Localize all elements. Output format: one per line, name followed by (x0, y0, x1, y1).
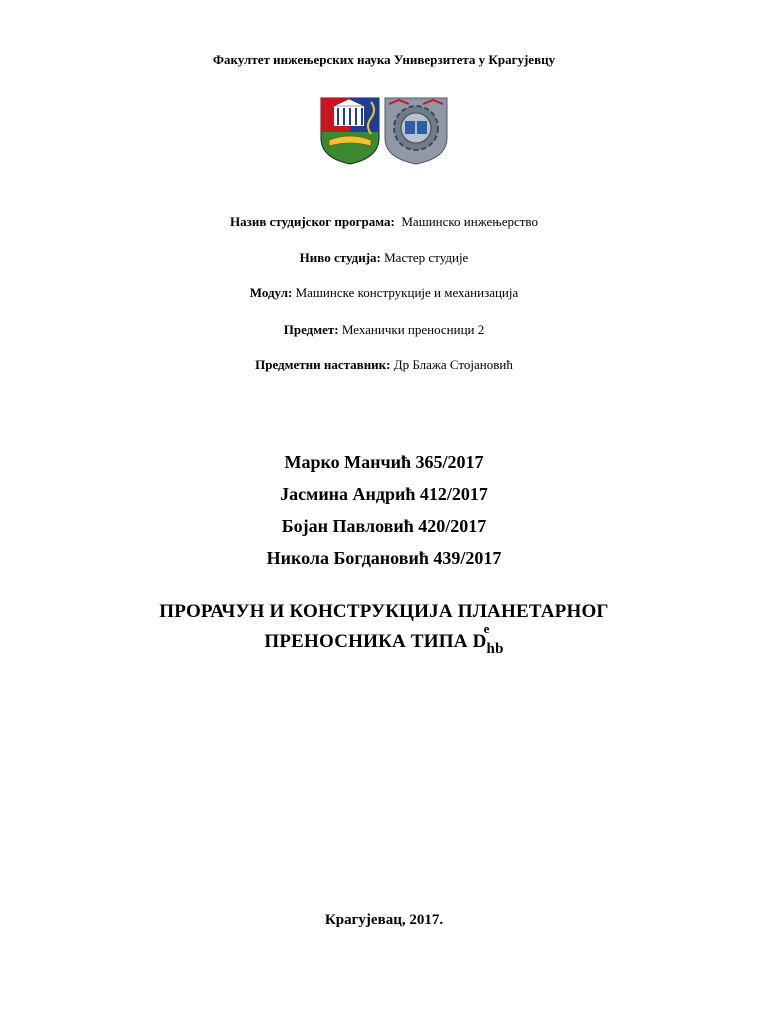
teacher-value: Др Блажа Стојановић (393, 357, 513, 372)
study-level-value: Мастер студије (384, 250, 469, 265)
study-level-label: Ниво студија: (299, 250, 381, 265)
study-program (0, 214, 768, 230)
symbol-subscript: hb (486, 641, 504, 657)
university-shield-icon (321, 98, 379, 164)
author-4: Никола Богдановић 439/2017 (266, 548, 502, 568)
faculty-name: Факултет инжењерских наука Универзитета у Крагујевцу (212, 52, 556, 67)
author-3: Бојан Павловић 420/2017 (281, 516, 487, 536)
study-module-value: Машинске конструкције и механизација (295, 285, 519, 300)
thesis-title-line-1: ПРОРАЧУН И КОНСТРУКЦИЈА ПЛАНЕТАРНОГ (159, 601, 609, 622)
subject (0, 322, 768, 338)
thesis-title-text: ПРЕНОСНИКА ТИПА (264, 631, 468, 652)
study-program-label: Назив студијског програма: (230, 214, 395, 229)
subject-value: Механички преносници 2 (341, 322, 485, 337)
thesis-title-line-2 (0, 621, 768, 657)
subject-label: Предмет: (283, 322, 339, 337)
author-2: Јасмина Андрић 412/2017 (280, 484, 488, 504)
symbol-superscript: e (483, 621, 490, 636)
teacher (0, 357, 768, 373)
study-program-value: Машинско инжењерство (401, 214, 538, 229)
transmission-type-symbol (472, 621, 504, 657)
logos (319, 94, 449, 166)
study-level (0, 250, 768, 266)
faculty-gear-emblem-icon (385, 98, 447, 164)
symbol-base: D (472, 631, 487, 652)
study-module (0, 285, 768, 301)
place-and-year: Крагујевац, 2017. (324, 912, 444, 928)
teacher-label: Предметни наставник: (255, 357, 391, 372)
logo-images (319, 94, 449, 166)
author-1: Марко Манчић 365/2017 (284, 452, 484, 472)
study-module-label: Модул: (249, 285, 293, 300)
